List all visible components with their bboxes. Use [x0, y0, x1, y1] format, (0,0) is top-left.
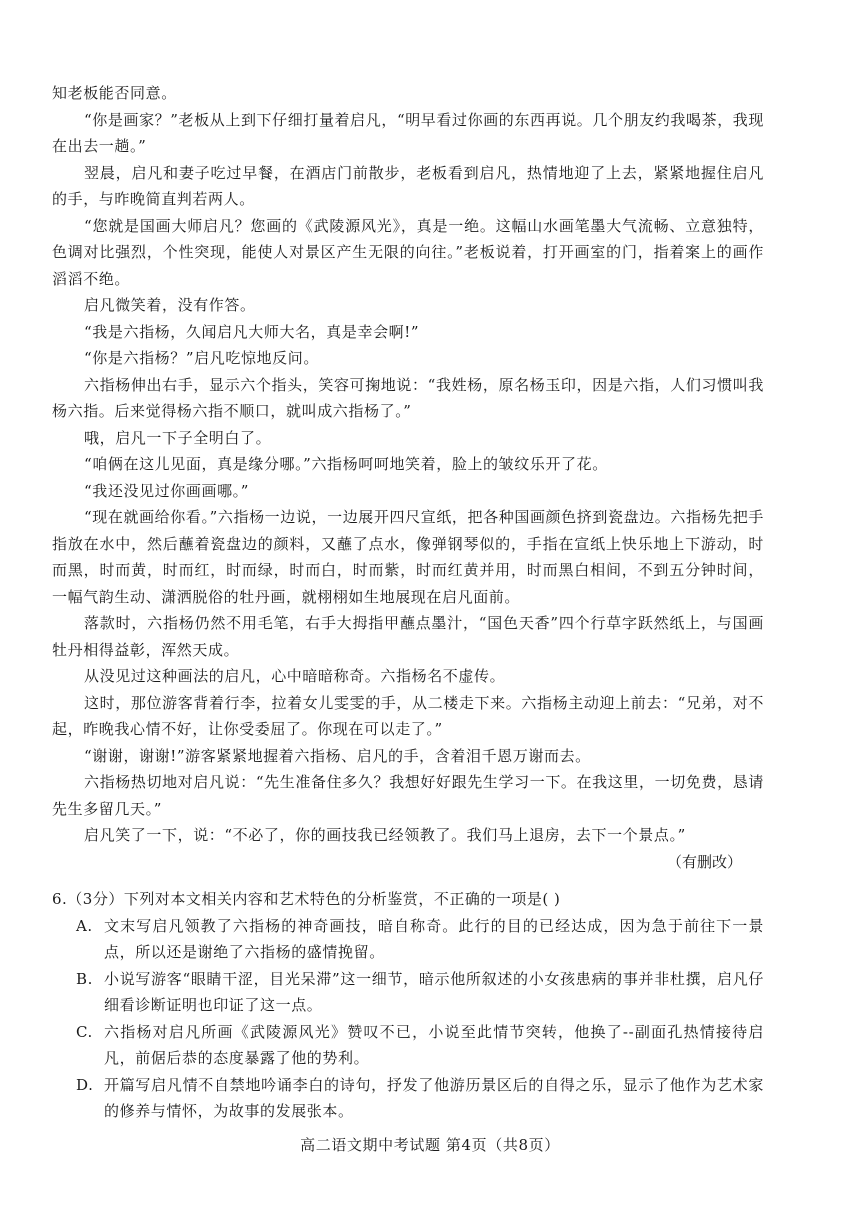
option-letter: A.	[76, 916, 93, 935]
option-text: 文末写启凡领教了六指杨的神奇画技，暗自称奇。此行的目的已经达成，因为急于前往下一景点，所以还是谢绝了六指杨的盛情挽留。	[104, 916, 764, 961]
option-c[interactable]	[52, 1019, 764, 1072]
option-d[interactable]	[52, 1072, 764, 1125]
passage-paragraph: 这时，那位游客背着行李，拉着女儿雯雯的手，从二楼走下来。六指杨主动迎上前去：“兄弟，对不起，昨晚我心情不好，让你受委屈了。你现在可以走了。”	[52, 693, 764, 738]
passage-paragraph: 翌晨，启凡和妻子吃过早餐，在酒店门前散步，老板看到启凡，热情地迎了上去，紧紧地握住启凡的手，与昨晚简直判若两人。	[52, 163, 764, 208]
passage-paragraph: 落款时，六指杨仍然不用毛笔，右手大拇指甲蘸点墨汁，“国色天香”四个行草字跃然纸上，与国画牡丹相得益彰，浑然天成。	[52, 614, 764, 659]
option-b[interactable]	[52, 966, 764, 1019]
passage	[52, 80, 764, 875]
option-letter: D.	[76, 1075, 94, 1094]
passage-paragraph: 哦，启凡一下子全明白了。	[84, 428, 272, 447]
question-stem: 6.（3分）下列对本文相关内容和艺术特色的分析鉴赏，不正确的一项是( )	[52, 890, 561, 908]
passage-paragraph: 启凡笑了一下，说：“不必了，你的画技我已经领教了。我们马上退房，去下一个景点。”	[84, 826, 686, 844]
source-note: （有删改）	[666, 852, 742, 871]
option-letter: C.	[76, 1022, 93, 1041]
option-letter: B.	[76, 969, 93, 988]
passage-paragraph: 六指杨热切地对启凡说：“先生准备住多久？我想好好跟先生学习一下。在我这里，一切免费，恳请先生多留几天。”	[52, 773, 764, 818]
passage-paragraph: 知老板能否同意。	[52, 84, 177, 102]
option-text: 小说写游客“眼睛干涩，目光呆滞”这一细节，暗示他所叙述的小女孩患病的事并非杜撰，启凡仔细看诊断证明也印证了这一点。	[104, 969, 764, 1014]
passage-paragraph: 启凡微笑着，没有作答。	[84, 296, 256, 314]
passage-paragraph: “您就是国画大师启凡？您画的《武陵源风光》，真是一绝。这幅山水画笔墨大气流畅、立意独特，色调对比强烈，个性突现，能使人对景区产生无限的向往。”老板说着，打开画室的门，指着案上的画作滔滔不绝。	[52, 216, 764, 288]
passage-paragraph: “咱俩在这儿见面，真是缘分哪。”六指杨呵呵地笑着，脸上的皱纹乐开了花。	[84, 455, 608, 473]
passage-paragraph: 从没见过这种画法的启凡，心中暗暗称奇。六指杨名不虚传。	[84, 667, 506, 685]
passage-paragraph: “你是画家？”老板从上到下仔细打量着启凡，“明早看过你画的东西再说。几个朋友约我喝茶，我现在出去一趟。”	[52, 110, 765, 155]
passage-paragraph: “现在就画给你看。”六指杨一边说，一边展开四尺宣纸，把各种国画颜色挤到瓷盘边。六指杨先把手指放在水中，然后蘸着瓷盘边的颜料，又蘸了点水，像弹钢琴似的，手指在宣纸上快乐地上下游动，时而黑，时而黄，时而红，时而绿，时而白，时而紫，时而红黄并用，时而黑白相间，不到五分钟时间，一幅气韵生动、潇洒脱俗的牡丹画，就栩栩如生地展现在启凡面前。	[52, 508, 764, 606]
option-a[interactable]	[52, 913, 764, 966]
option-text: 开篇写启凡情不自禁地吟诵李白的诗句，抒发了他游历景区后的自得之乐，显示了他作为艺术家的修养与情怀，为故事的发展张本。	[104, 1075, 764, 1120]
page-footer: 高二语文期中考试题 第4页（共8页）	[300, 1136, 560, 1154]
question-6	[52, 886, 764, 1125]
passage-paragraph: “谢谢，谢谢!”游客紧紧地握着六指杨、启凡的手，含着泪千恩万谢而去。	[84, 746, 591, 765]
option-text: 六指杨对启凡所画《武陵源风光》赞叹不已，小说至此情节突转，他换了--副面孔热情接待启凡，前倨后恭的态度暴露了他的势利。	[104, 1022, 764, 1067]
passage-paragraph: 六指杨伸出右手，显示六个指头，笑容可掬地说：“我姓杨，原名杨玉印，因是六指，人们习惯叫我杨六指。后来觉得杨六指不顺口，就叫成六指杨了。”	[52, 375, 764, 420]
passage-paragraph: “我是六指杨，久闻启凡大师大名，真是幸会啊!”	[84, 322, 420, 341]
passage-paragraph: “我还没见过你画画哪。”	[84, 481, 250, 500]
passage-paragraph: “你是六指杨？”启凡吃惊地反问。	[84, 349, 319, 367]
